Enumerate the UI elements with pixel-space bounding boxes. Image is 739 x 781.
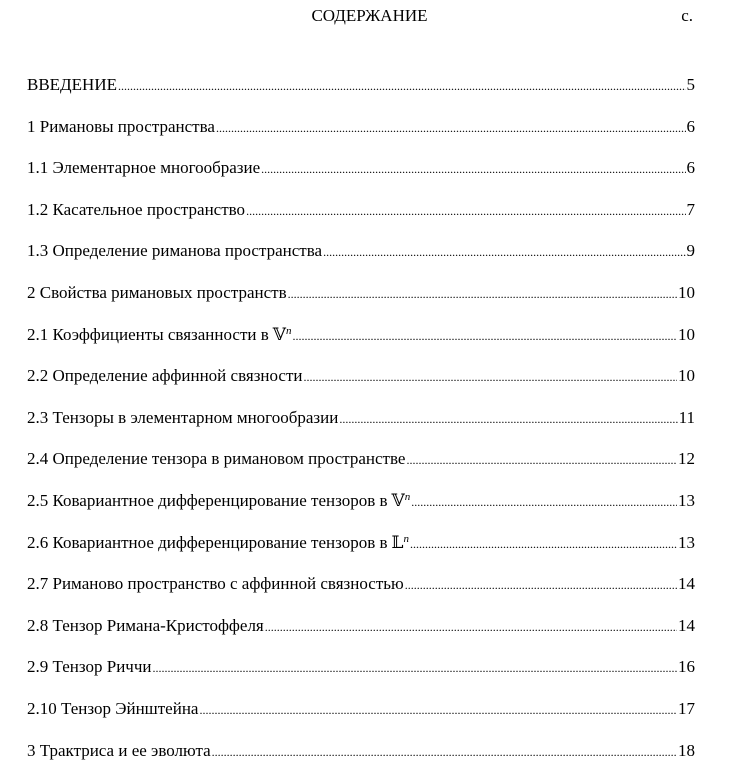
toc-entry[interactable] — [27, 532, 695, 574]
toc-entry-title: 1.2 Касательное пространство — [27, 199, 245, 221]
toc-entry-page-number: 13 — [678, 532, 695, 554]
toc-entry-title: 2.9 Тензор Риччи — [27, 656, 152, 678]
dot-leader — [288, 283, 677, 305]
math-symbol-superscript: n — [403, 533, 409, 545]
toc-entry-page-number: 14 — [678, 615, 695, 637]
toc-entry[interactable] — [27, 656, 695, 698]
page-column-label: с. — [681, 6, 693, 26]
toc-entry[interactable] — [27, 365, 695, 407]
toc-entry-math-symbol — [273, 324, 292, 346]
toc-entry-page-number: 12 — [678, 448, 695, 470]
toc-entry[interactable] — [27, 698, 695, 740]
toc-entry-page-number: 9 — [687, 240, 696, 262]
toc-entry-page-number: 6 — [687, 116, 696, 138]
toc-entry-page-number: 5 — [687, 74, 696, 96]
toc-entry-title: 2.7 Риманово пространство с аффинной связностью — [27, 573, 404, 595]
toc-entry-page-number: 11 — [679, 407, 695, 429]
toc-entry[interactable] — [27, 240, 695, 282]
toc-entry-title: 2.8 Тензор Римана-Кристоффеля — [27, 615, 264, 637]
toc-entry-page-number: 10 — [678, 365, 695, 387]
toc-entry-page-number: 7 — [687, 199, 696, 221]
toc-entry-math-symbol — [392, 490, 411, 512]
toc-entry-title: 2.2 Определение аффинной связности — [27, 365, 303, 387]
page-title: СОДЕРЖАНИЕ — [0, 6, 739, 26]
toc-entry[interactable] — [27, 199, 695, 241]
dot-leader — [212, 741, 677, 763]
toc-entry-title: 2.4 Определение тензора в римановом пространстве — [27, 448, 405, 470]
toc-entry-title: ВВЕДЕНИЕ — [27, 74, 117, 96]
math-symbol-base: 𝕍 — [392, 491, 405, 510]
toc-entry-title: 2.1 Коэффициенты связанности в — [27, 324, 269, 346]
math-symbol-base: 𝕃 — [392, 533, 404, 552]
dot-leader — [405, 574, 677, 596]
math-symbol-superscript: n — [286, 325, 292, 337]
toc-entry-title: 1.1 Элементарное многообразие — [27, 157, 260, 179]
toc-entry[interactable] — [27, 740, 695, 781]
toc-entry-page-number: 10 — [678, 282, 695, 304]
toc-entry-page-number: 17 — [678, 698, 695, 720]
toc-entry[interactable] — [27, 116, 695, 158]
toc-entry-math-symbol — [392, 532, 409, 554]
toc-entry-page-number: 13 — [678, 490, 695, 512]
dot-leader — [410, 533, 677, 555]
toc-entry[interactable] — [27, 573, 695, 615]
dot-leader — [411, 491, 677, 513]
dot-leader — [246, 200, 685, 222]
math-symbol-base: 𝕍 — [273, 325, 286, 344]
math-symbol-superscript: n — [405, 491, 411, 503]
toc-entry[interactable] — [27, 324, 695, 366]
table-of-contents — [27, 74, 695, 781]
toc-entry-page-number: 14 — [678, 573, 695, 595]
dot-leader — [199, 699, 677, 721]
toc-entry-title: 3 Трактриса и ее эволюта — [27, 740, 211, 762]
toc-entry[interactable] — [27, 490, 695, 532]
toc-entry-title: 1 Римановы пространства — [27, 116, 215, 138]
dot-leader — [265, 616, 677, 638]
toc-entry[interactable] — [27, 282, 695, 324]
toc-entry-title: 2.3 Тензоры в элементарном многообразии — [27, 407, 338, 429]
dot-leader — [406, 449, 677, 471]
toc-entry[interactable] — [27, 615, 695, 657]
dot-leader — [118, 75, 686, 97]
dot-leader — [216, 117, 686, 139]
toc-entry[interactable] — [27, 407, 695, 449]
toc-entry-title: 1.3 Определение риманова пространства — [27, 240, 322, 262]
toc-entry[interactable] — [27, 448, 695, 490]
toc-entry-title: 2 Свойства римановых пространств — [27, 282, 287, 304]
toc-entry[interactable] — [27, 157, 695, 199]
toc-entry-title: 2.5 Ковариантное дифференцирование тензоров в — [27, 490, 388, 512]
toc-entry-page-number: 10 — [678, 324, 695, 346]
toc-entry[interactable] — [27, 74, 695, 116]
toc-entry-title: 2.6 Ковариантное дифференцирование тензоров в — [27, 532, 388, 554]
dot-leader — [261, 158, 685, 180]
toc-entry-page-number: 18 — [678, 740, 695, 762]
dot-leader — [292, 325, 677, 347]
dot-leader — [339, 408, 677, 430]
dot-leader — [304, 366, 677, 388]
toc-entry-title: 2.10 Тензор Эйнштейна — [27, 698, 198, 720]
toc-entry-page-number: 16 — [678, 656, 695, 678]
dot-leader — [323, 241, 685, 263]
toc-entry-page-number: 6 — [687, 157, 696, 179]
dot-leader — [153, 657, 678, 679]
